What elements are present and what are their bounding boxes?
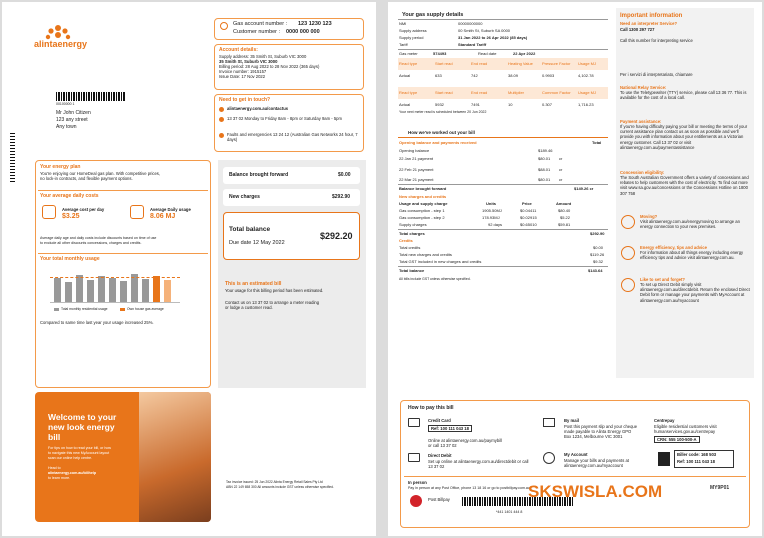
payment-assist-title: Payment assistance: — [620, 119, 662, 124]
supply-address-value: 00 Smith St, Suburb SA 0000 — [458, 28, 511, 33]
customer-street: 123 any street — [56, 117, 88, 123]
new-charges-title: New charges and credits — [399, 194, 447, 199]
charge-cell: $59.81 — [558, 222, 571, 227]
promo-link3: to learn more. — [48, 476, 71, 480]
contact-faults: Faults and emergencies 13 24 12 (Australian Gas Networks 24 hour, 7 days) — [227, 132, 358, 143]
estimate-text1: Your usage for this billing period has been estimated. — [225, 288, 324, 293]
post-logo-icon — [410, 495, 422, 507]
energy-plan-title: Your energy plan — [40, 164, 81, 170]
m2-cell: 1,716.23 — [578, 102, 594, 107]
calendar-icon — [621, 278, 635, 292]
mail-title: By mail — [564, 418, 579, 423]
opening-title: Opening balance and payments received — [399, 140, 477, 145]
payment-2-cr: cr — [559, 167, 563, 172]
due-date: Due date 12 May 2022 — [229, 240, 285, 246]
nmi-value: 00000000000 — [458, 21, 483, 26]
interpreter-title: Need an interpreter Service? — [620, 21, 678, 26]
m2-col: Multiplier — [508, 90, 525, 95]
nmi-label: NMI — [399, 21, 407, 26]
divider — [398, 184, 608, 185]
concession-text: The South Australian Government offers a variety of concessions and rebates to help customers with the cost of electricity. To find out more visit www.sa.gov.au/concessions or the Concessions Hotline on 1800 307 758 — [620, 175, 749, 196]
supply-address-label: Supply address — [399, 28, 427, 33]
supply-address-line2: 35 Smith St, Suburb VIC 3000 — [219, 59, 278, 64]
avg-usage-label: Average Daily usage — [150, 207, 191, 212]
charge-cell: 92 days — [488, 222, 503, 227]
m2-col: Common Factor — [542, 90, 571, 95]
interpreter-lang: Call this number for interpreting service — [620, 38, 693, 43]
charge-cell: $0.04411 — [520, 208, 537, 213]
payment-1-label: 22 Jan 21 payment — [399, 156, 434, 161]
promo-sub3: scan our online help centre. — [48, 456, 93, 460]
payment-3-value: $80.01 — [538, 177, 551, 182]
usage-bar — [76, 275, 83, 302]
payment-assist-text: If you're having difficulty paying your bill or meeting the terms of your current assistance plan contact us as soon as possible and we'll provide you with information about your entitlements as a Victorian energy customer. Call 13 37 02 or visit alintaenergy.com.au/paymentassistance — [620, 124, 748, 150]
charge-cell: 178.93MJ — [482, 215, 500, 220]
m1-col: Read type — [399, 61, 418, 66]
payment-3-label: 22 Mar 21 payment — [399, 177, 434, 182]
legend-avg: Own house gas average — [127, 307, 164, 311]
charge-col: Price — [522, 201, 532, 206]
invoice-number: Invoice number: 1915157 — [219, 69, 267, 74]
usage-bar — [120, 281, 127, 302]
concession-title: Concession eligibility: — [620, 170, 665, 175]
divider — [38, 190, 208, 191]
divider — [398, 266, 608, 267]
avg-cost-value: $3.25 — [62, 213, 80, 220]
opening-label: Opening balance — [399, 148, 430, 153]
total-balance-label: Total balance — [399, 268, 425, 273]
total-charges-value: $292.90 — [590, 231, 605, 236]
charge-cell: $80.40 — [558, 208, 571, 213]
cc-online[interactable]: Online at alintaenergy.com.au/paymybill — [428, 438, 502, 443]
nrs-text: To use the Teletypewriter (TTY) service, please call 13 36 77. This is available for the cost of a local call. — [620, 90, 747, 101]
tariff-value: Standard Tariff — [458, 42, 487, 47]
balance-brought-value: $0.00 — [338, 172, 351, 178]
customer-number: 0000 000 000 — [286, 29, 320, 35]
moving-text: Visit alintaenergy.com.au/energymoving to arrange an energy connection to your new premises. — [640, 219, 740, 230]
payment-2-label: 22 Feb 21 payment — [399, 167, 434, 172]
moving-title: Moving? — [640, 214, 658, 219]
charge-cell: $0.02915 — [520, 215, 537, 220]
usage-bar — [142, 279, 149, 302]
usage-bar — [109, 278, 116, 302]
charge-col: Units — [486, 201, 496, 206]
myaccount-icon — [543, 452, 555, 464]
new-charges-value: $292.90 — [332, 194, 351, 200]
gas-meter-label: Gas meter — [399, 51, 418, 56]
billing-period: Billing period: 28 Aug 2022 to 28 Nov 2022 (365 days) — [219, 64, 320, 69]
payment-1-value: $80.01 — [538, 156, 551, 161]
contact-website[interactable]: alintaenergy.com.au/contactus — [227, 106, 289, 111]
m1-cell: 38.09 — [508, 73, 519, 78]
brand-name: alintaenergy — [34, 39, 88, 49]
daily-note1: Average daily age and daily costs include discounts based on time of use — [40, 236, 157, 240]
bpay-logo-icon — [658, 452, 670, 466]
centrepay-crn: CRN: 555 100-500-A — [654, 436, 700, 443]
interpreter-call: Call 1300 297 727 — [620, 27, 655, 32]
average-line — [50, 277, 180, 278]
gas-icon — [220, 22, 228, 30]
setforget-text: To set up Direct Debit simply visit alintaenergy.com.au/directdebit. Return the enclosed Direct Debit form or manage your payments with MyAccount at alintaenergy.com.au/myaccount — [640, 282, 750, 303]
cc-ref: Ref: 100 111 043 18 — [428, 425, 472, 432]
daily-note2: to exclude all other discounts concessions, charges and credits. — [40, 241, 142, 245]
usage-bar — [65, 282, 72, 302]
usage-bar — [98, 276, 105, 302]
m2-cell: 0.307 — [542, 102, 553, 107]
promo-title-1: Welcome to your — [48, 412, 117, 422]
interpreter-italian: Per i servizi di interpretariato, chiamare — [620, 72, 693, 77]
flame-icon — [130, 205, 144, 219]
new-charges-label: New charges — [229, 194, 260, 200]
m2-cell: Actual — [399, 102, 411, 107]
charge-cell: $5.22 — [560, 215, 571, 220]
monthly-usage-title: Your total monthly usage — [40, 256, 100, 262]
mail-icon — [543, 418, 555, 427]
usage-bar-current — [153, 276, 160, 302]
m2-cell: 10 — [508, 102, 513, 107]
bill-page-2 — [388, 2, 762, 536]
promo-sub1: For tips on how to read your bill, or how — [48, 446, 111, 450]
supply-period-value: 31 Jan 2022 to 26 Apr 2022 (85 days) — [458, 35, 528, 40]
gst-value: $9.32 — [593, 259, 604, 264]
contact-title: Need to get in touch? — [219, 97, 271, 103]
dd-title: Direct Debit — [428, 453, 452, 458]
meter-table-2-header — [398, 87, 608, 99]
gst-note: All bills include GST unless otherwise specified. — [399, 277, 471, 281]
total-col-header: Total — [592, 140, 602, 145]
avg-cost-label: Average cost per day — [62, 207, 105, 212]
m1-cell: 4,102.78 — [578, 73, 594, 78]
payment-3-cr: cr — [559, 177, 563, 182]
corner-code: MY9P01 — [710, 485, 730, 491]
credits-title: Credits — [399, 238, 413, 243]
charge-cell: Gas consumption - step 2 — [399, 215, 445, 220]
total-new-value: $119.26 — [590, 252, 605, 257]
usage-chart — [50, 267, 180, 303]
charge-cell: Supply charges — [399, 222, 427, 227]
dd-text[interactable]: Set up online at alintaenergy.com.au/directdebit or call 13 37 02 — [428, 459, 529, 470]
phone-icon — [219, 117, 224, 122]
warning-icon — [219, 133, 224, 138]
avg-usage-value: 8.06 MJ — [150, 213, 176, 220]
watermark: SKSWISLA.COM — [528, 482, 663, 501]
cc-call: or call 13 37 02 — [428, 443, 457, 448]
estimate-text3: or lodge a customer read. — [225, 305, 273, 310]
customer-ref: 00100000 1 — [56, 102, 75, 106]
customer-town: Any town — [56, 124, 77, 130]
contact-phone: 13 37 02 Monday to Friday 8am - 8pm or Saturday 9am - 5pm — [227, 116, 342, 121]
charge-cell: $0.65010 — [520, 222, 537, 227]
opening-value: $189.46 — [538, 148, 553, 153]
charge-col: Amount — [556, 201, 572, 206]
moving-icon — [621, 215, 635, 229]
myacc-title: My Account — [564, 452, 588, 457]
daily-costs-title: Your average daily costs — [40, 193, 99, 199]
meter-table-1-header — [398, 58, 608, 70]
inperson-title: In person — [408, 480, 427, 485]
setforget-title: Like to set and forget? — [640, 277, 685, 282]
gas-details-title: Your gas supply details — [402, 12, 464, 18]
bal-fwd-label: Balance brought forward — [399, 186, 447, 191]
charge-col: Usage and supply charge — [399, 201, 448, 206]
legend-total-swatch — [54, 308, 59, 311]
dollar-icon — [42, 205, 56, 219]
m2-cell: 5932 — [435, 102, 444, 107]
side-barcode — [10, 132, 15, 182]
tariff-label: Tariff — [399, 42, 408, 47]
m1-cell: 633 — [435, 73, 442, 78]
promo-link1: Head to — [48, 466, 61, 470]
biller-ref: Ref: 100 111 043 18 — [677, 459, 715, 464]
total-charges-label: Total charges — [399, 231, 425, 236]
energy-plan-text2: no lock-in contracts, and flexible payment options. — [40, 176, 133, 181]
total-credits-label: Total credits — [399, 245, 421, 250]
customer-name: Mr John Citizen — [56, 110, 91, 116]
energy-plan-text1: You're enjoying our HomeDeal gas plan. With competitive prices, — [40, 171, 161, 176]
m1-col: Pressure Factor — [542, 61, 571, 66]
payment-1-cr: cr — [559, 156, 563, 161]
payment-2-value: $88.01 — [538, 167, 551, 172]
tips-text: For information about all things energy including energy efficiency tips and advice visit alintaenergy.com.au. — [640, 250, 744, 261]
estimate-title: This is an estimated bill — [225, 281, 282, 287]
credit-card-icon — [408, 418, 420, 427]
read-date-label: Read date — [478, 51, 497, 56]
footer-line2: ABN 22 149 658 300 All amounts include GST unless otherwise specified. — [226, 485, 334, 489]
inperson-text: Pay in person at any Post Office, phone 13 18 16 or go to postbillpay.com.au — [408, 486, 530, 490]
customer-number-label: Customer number : — [233, 29, 281, 35]
nrs-title: National Relay Service: — [620, 85, 667, 90]
person-photo — [139, 392, 211, 522]
centrepay-text: Eligible residential customers visit humanservices.gov.au/centrepay — [654, 424, 717, 435]
total-new-label: Total new charges and credits — [399, 252, 452, 257]
m2-col: Start read — [435, 90, 453, 95]
biller-code: Biller code: 168 503 — [677, 452, 717, 457]
total-balance-value: $143.64 — [588, 268, 603, 273]
divider — [398, 49, 608, 50]
divider — [398, 137, 608, 138]
m1-col: Start read — [435, 61, 453, 66]
promo-title-3: bill — [48, 432, 61, 442]
m1-cell: Actual — [399, 73, 411, 78]
usage-compare: Compared to same time last year your usage increased 25%. — [40, 320, 154, 325]
legend-avg-swatch — [120, 308, 125, 311]
m2-cell: 7491 — [471, 102, 480, 107]
usage-bar — [131, 274, 138, 302]
m2-col: End read — [471, 90, 488, 95]
divider — [398, 19, 608, 20]
usage-bar — [87, 280, 94, 302]
m1-cell: 0.9903 — [542, 73, 555, 78]
supply-period-label: Supply period — [399, 35, 424, 40]
next-read-note: Your next meter read is scheduled between 20 Jun 2022 — [399, 110, 487, 114]
barcode — [56, 92, 126, 101]
balance-brought-label: Balance brought forward — [229, 172, 289, 178]
issue-date: Issue Date: 17 Nov 2022 — [219, 74, 266, 79]
m1-col: Heating Value — [508, 61, 533, 66]
promo-link2[interactable]: alintaenergy.com.au/billhelp — [48, 471, 97, 475]
estimate-text2: Contact us on 13 37 02 to arrange a meter reading — [225, 300, 320, 305]
divider — [398, 229, 608, 230]
m1-col: End read — [471, 61, 488, 66]
legend-total: Total monthly residential usage — [61, 307, 108, 311]
m2-col: Usage MJ — [578, 90, 597, 95]
post-billpay-label: Post Billpay — [428, 497, 450, 502]
gas-meter-number: 574493 — [433, 51, 447, 56]
footer-line1: Tax invoice issued: 25 Jun 2022 Alinta Energy Retail Sales Pty Ltd — [226, 480, 323, 484]
bill-page-1 — [2, 2, 376, 536]
bal-fwd-value: $149.26 cr — [574, 186, 594, 191]
total-balance-label: Total balance — [229, 226, 271, 233]
globe-icon — [219, 107, 224, 112]
total-balance-value: $292.20 — [320, 231, 353, 241]
info-title: Important information — [620, 13, 683, 19]
direct-debit-icon — [408, 453, 420, 462]
supply-address: Supply address: 35 Smith St, Suburb VIC 3000 — [219, 54, 307, 59]
paybill-title: How to pay this bill — [408, 405, 454, 411]
usage-bar — [164, 280, 171, 302]
centrepay-title: Centrepay — [654, 418, 675, 423]
gas-account-label: Gas account number : — [233, 21, 288, 27]
bulb-icon — [621, 246, 635, 260]
account-details-title: Account details: — [219, 47, 258, 53]
charge-cell: 1905.50MJ — [482, 208, 502, 213]
myacc-text[interactable]: Manage your bills and payments at alintaenergy.com.au/myaccount — [564, 458, 629, 469]
m2-col: Read type — [399, 90, 418, 95]
divider — [404, 476, 746, 477]
promo-title-2: new look energy — [48, 422, 115, 432]
gst-label: Total GST included in new charges and credits — [399, 259, 482, 264]
divider — [38, 253, 208, 254]
tips-title: Energy efficiency, tips and advice — [640, 245, 707, 250]
gas-account-number: 123 1230 123 — [298, 21, 332, 27]
worked-title: How we've worked out your bill — [408, 130, 475, 135]
m1-col: Usage MJ — [578, 61, 597, 66]
charge-cell: Gas consumption - step 1 — [399, 208, 445, 213]
usage-bar — [54, 278, 61, 302]
promo-sub2: to navigate this new MyAccount layout — [48, 451, 110, 455]
m1-cell: 742 — [471, 73, 478, 78]
total-credits-value: $0.00 — [593, 245, 604, 250]
payslip-barcode-number: *441 1401 444 8 — [496, 510, 523, 514]
cc-title: Credit Card — [428, 418, 451, 423]
read-date-value: 22 Apr 2022 — [513, 51, 536, 56]
mail-text: Post this payment slip and your cheque made payable to Alinta Energy GPO Box 1234, Melbourne VIC 3001 — [564, 424, 638, 440]
